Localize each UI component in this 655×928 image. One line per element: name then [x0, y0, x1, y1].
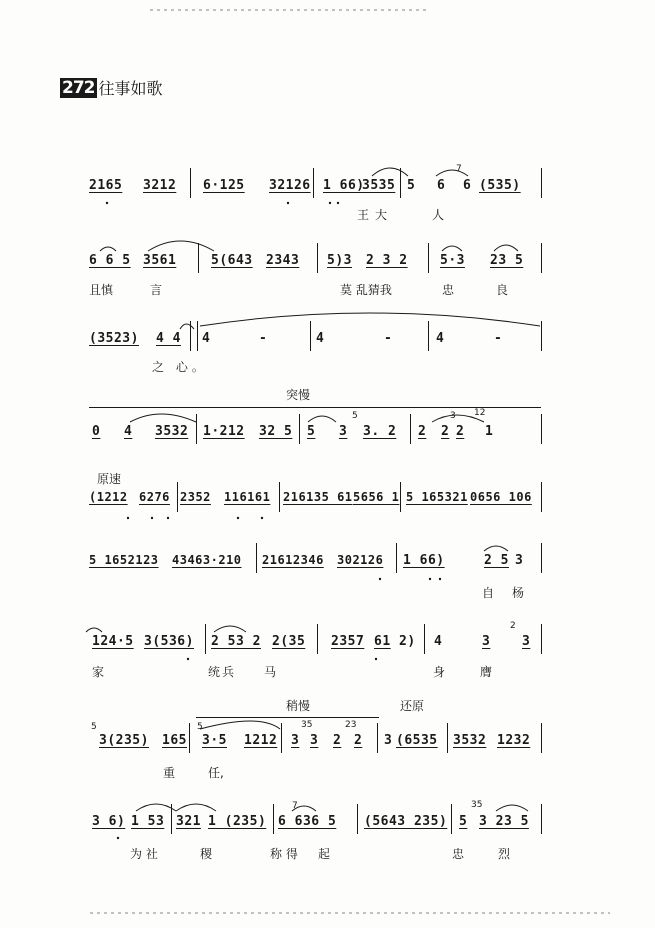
slur-mark — [308, 416, 336, 422]
barline — [357, 804, 358, 834]
octave-dot — [375, 658, 377, 660]
lyric-text: 起 — [318, 847, 331, 861]
barline — [400, 482, 401, 512]
octave-dot — [329, 202, 331, 204]
octave-dot — [117, 837, 119, 839]
notation-segment: 61 — [374, 634, 391, 649]
lyric-text: 膺 — [480, 665, 493, 679]
barline — [190, 168, 191, 198]
notation-segment: 6 — [437, 178, 446, 193]
notation-segment: 1 53 — [131, 814, 165, 829]
scan-noise-bottom — [90, 912, 610, 914]
grace-note: 5 — [197, 722, 203, 732]
octave-dot — [429, 578, 431, 580]
notation-segment: 5 — [459, 814, 468, 829]
lyric-text: 重 — [163, 766, 176, 780]
notation-segment: 2 — [456, 424, 465, 439]
lyric-text: 烈 — [498, 847, 511, 861]
grace-note: 23 — [345, 720, 357, 730]
notation-segment: 5 165321 — [406, 490, 468, 504]
barline — [447, 723, 448, 753]
book-title: 往事如歌 — [98, 79, 163, 98]
notation-segment: 3212 — [143, 178, 177, 193]
lyric-text: 马 — [264, 665, 277, 679]
barline — [541, 321, 542, 351]
barline — [541, 804, 542, 834]
notation-segment: 5)3 — [327, 253, 352, 268]
notation-segment: 2343 — [266, 253, 300, 268]
notation-segment: 0656 106 — [470, 490, 532, 504]
notation-segment: 3(536) — [144, 634, 194, 649]
barline — [313, 168, 314, 198]
notation-segment: 3 6) — [92, 814, 126, 829]
notation-segment: 6 636 5 — [278, 814, 337, 829]
barline — [177, 482, 178, 512]
notation-segment: 3532 — [453, 733, 487, 748]
grace-note: 35 — [471, 800, 483, 810]
slur-mark — [442, 246, 462, 251]
barline — [196, 414, 197, 444]
octave-dot — [261, 517, 263, 519]
notation-segment: 6 6 5 — [89, 253, 131, 268]
lyric-text: 人 — [432, 208, 445, 222]
page-header — [60, 76, 163, 99]
barline — [281, 723, 282, 753]
grace-note: 7 — [292, 801, 298, 811]
notation-segment: 1212 — [244, 733, 278, 748]
slur-mark — [176, 804, 216, 811]
notation-segment: 5·3 — [440, 253, 465, 268]
slur-mark — [180, 324, 194, 329]
octave-dot — [127, 517, 129, 519]
barline — [541, 723, 542, 753]
notation-segment: - — [384, 331, 393, 346]
lyric-text: 王大 — [357, 208, 394, 222]
notation-segment: 1 66) — [403, 553, 445, 568]
notation-segment: 2 5 — [484, 553, 509, 568]
octave-dot — [337, 202, 339, 204]
notation-segment: 4 — [434, 634, 443, 649]
notation-segment: (535) — [479, 178, 521, 193]
notation-segment: 4 — [436, 331, 445, 346]
notation-segment: (1212 — [89, 490, 128, 504]
grace-note: 3 — [450, 411, 456, 421]
lyric-text: 莫 乱猜我 — [340, 283, 392, 297]
lyric-text: 之 心。 — [152, 360, 208, 374]
tempo-mark: 还原 — [400, 699, 425, 713]
barline — [256, 543, 257, 573]
octave-dot — [439, 578, 441, 580]
barline — [310, 321, 311, 351]
slur-mark — [200, 721, 280, 729]
slow-section-rule — [196, 717, 379, 718]
tie-mark — [200, 313, 540, 326]
notation-segment: 3 — [310, 733, 319, 748]
barline — [541, 414, 542, 444]
barline — [400, 168, 401, 198]
notation-segment: 3 — [522, 634, 531, 649]
octave-dot — [151, 517, 153, 519]
notation-segment: 3561 — [143, 253, 177, 268]
octave-dot — [287, 202, 289, 204]
notation-segment: 116161 — [224, 490, 271, 504]
notation-segment: 1·212 — [203, 424, 245, 439]
notation-segment: 2 — [354, 733, 363, 748]
barline — [205, 624, 206, 654]
notation-segment: 3(235) — [99, 733, 149, 748]
notation-segment: 302126 — [337, 553, 384, 567]
lyric-text: 任, — [208, 766, 224, 780]
lyric-text: 忠 — [442, 283, 455, 297]
notation-segment: 5 1652123 — [89, 553, 159, 567]
lyric-text: 为 社 — [130, 847, 158, 861]
notation-segment: 124·5 — [92, 634, 134, 649]
grace-note: 2 — [510, 621, 516, 631]
barline — [541, 624, 542, 654]
notation-segment: 3·5 — [202, 733, 227, 748]
notation-segment: 2 3 2 — [366, 253, 408, 268]
notation-segment: 3535 — [362, 178, 396, 193]
tempo-mark: 突慢 — [286, 388, 311, 402]
barline — [428, 243, 429, 273]
lyric-text: 自 — [482, 586, 495, 600]
barline — [541, 168, 542, 198]
notation-segment: (6535 — [396, 733, 438, 748]
notation-segment: 4 — [124, 424, 133, 439]
scan-noise-top — [150, 9, 430, 11]
barline — [273, 804, 274, 834]
grace-note: 5 — [352, 411, 358, 421]
notation-segment: 43463·210 — [172, 553, 242, 567]
slur-mark — [130, 414, 196, 422]
slur-mark — [436, 170, 468, 176]
notation-segment: 5 — [407, 178, 416, 193]
notation-segment: 2165 — [89, 178, 123, 193]
lyric-text: 且慎 — [89, 283, 114, 297]
octave-dot — [167, 517, 169, 519]
page-number: 272 — [62, 77, 95, 98]
slur-mark — [496, 805, 528, 811]
notation-segment: 5656 1 — [353, 490, 400, 504]
barline — [317, 624, 318, 654]
notation-segment: - — [494, 331, 503, 346]
notation-segment: 1232 — [497, 733, 531, 748]
notation-segment: 2357 — [331, 634, 365, 649]
notation-segment: 2(35 — [272, 634, 306, 649]
notation-segment: 2 53 2 — [211, 634, 261, 649]
notation-segment: 2352 — [180, 490, 211, 504]
notation-segment: 5(643 — [211, 253, 253, 268]
notation-segment: 3 — [482, 634, 491, 649]
barline — [198, 243, 199, 273]
slur-mark — [100, 247, 116, 251]
notation-segment: (3523) — [89, 331, 139, 346]
notation-segment: 4 4 — [156, 331, 181, 346]
notation-segment: 3 — [291, 733, 300, 748]
notation-segment: 1 — [485, 424, 494, 439]
barline — [299, 414, 300, 444]
octave-dot — [187, 658, 189, 660]
barline — [197, 321, 198, 351]
notation-segment: 3 — [339, 424, 348, 439]
barline — [541, 543, 542, 573]
notation-segment: 21612346 — [262, 553, 324, 567]
notation-segment: 165 — [162, 733, 187, 748]
notation-segment: 6 — [463, 178, 472, 193]
octave-dot — [106, 202, 108, 204]
lyric-text: 良 — [496, 283, 509, 297]
lyric-text: 家 — [92, 665, 105, 679]
grace-note: 12 — [474, 408, 486, 418]
lyric-text: 统兵 — [208, 665, 237, 679]
tempo-mark: 稍慢 — [286, 699, 311, 713]
barline — [189, 723, 190, 753]
notation-segment: 6276 — [139, 490, 170, 504]
slur-mark — [214, 626, 246, 632]
notation-segment: 3 — [384, 733, 393, 748]
notation-segment: 2 — [418, 424, 427, 439]
lyric-text: 稷 — [200, 847, 213, 861]
octave-dot — [237, 517, 239, 519]
notation-segment: 1 (235) — [208, 814, 267, 829]
barline — [317, 243, 318, 273]
notation-segment: 4 — [316, 331, 325, 346]
notation-segment: 321 — [176, 814, 201, 829]
barline — [451, 804, 452, 834]
barline — [541, 482, 542, 512]
grace-note: 35 — [301, 720, 313, 730]
notation-segment: 23 5 — [490, 253, 524, 268]
lyric-text: 忠 — [452, 847, 465, 861]
barline — [190, 321, 191, 351]
lyric-text: 言 — [150, 283, 163, 297]
notation-segment: 5 — [307, 424, 316, 439]
notation-segment: 2 — [333, 733, 342, 748]
notation-segment: 3 23 5 — [479, 814, 529, 829]
slur-mark — [372, 168, 408, 176]
slur-mark — [494, 245, 518, 251]
slur-mark — [86, 628, 102, 632]
barline — [171, 804, 172, 834]
barline — [424, 624, 425, 654]
notation-segment: - — [259, 331, 268, 346]
slur-mark — [148, 241, 214, 251]
octave-dot — [379, 578, 381, 580]
notation-segment: 3. 2 — [363, 424, 397, 439]
notation-segment: 3532 — [155, 424, 189, 439]
lyric-text: 称 得 — [270, 847, 298, 861]
grace-note: 7 — [456, 164, 462, 174]
slur-mark — [136, 804, 176, 811]
barline — [541, 243, 542, 273]
notation-segment: 4 — [202, 331, 211, 346]
notation-segment: 0 — [92, 424, 101, 439]
barline — [377, 723, 378, 753]
barline — [396, 543, 397, 573]
lyric-text: 杨 — [512, 586, 525, 600]
notation-segment: 1 66) — [323, 178, 365, 193]
notation-segment: 6·125 — [203, 178, 245, 193]
slur-mark — [484, 546, 508, 551]
notation-segment: (5643 235) — [364, 814, 448, 829]
notation-segment: 2) — [399, 634, 416, 649]
notation-segment: 32126 — [269, 178, 311, 193]
notation-segment: 3 — [515, 553, 524, 568]
barline — [279, 482, 280, 512]
barline — [428, 321, 429, 351]
notation-segment: 32 5 — [259, 424, 293, 439]
notation-segment: 216135 61 — [283, 490, 353, 504]
tempo-mark: 原速 — [97, 472, 122, 486]
grace-note: 5 — [91, 722, 97, 732]
lyric-text: 身 — [433, 665, 446, 679]
notation-segment: 2 — [441, 424, 450, 439]
barline — [410, 414, 411, 444]
